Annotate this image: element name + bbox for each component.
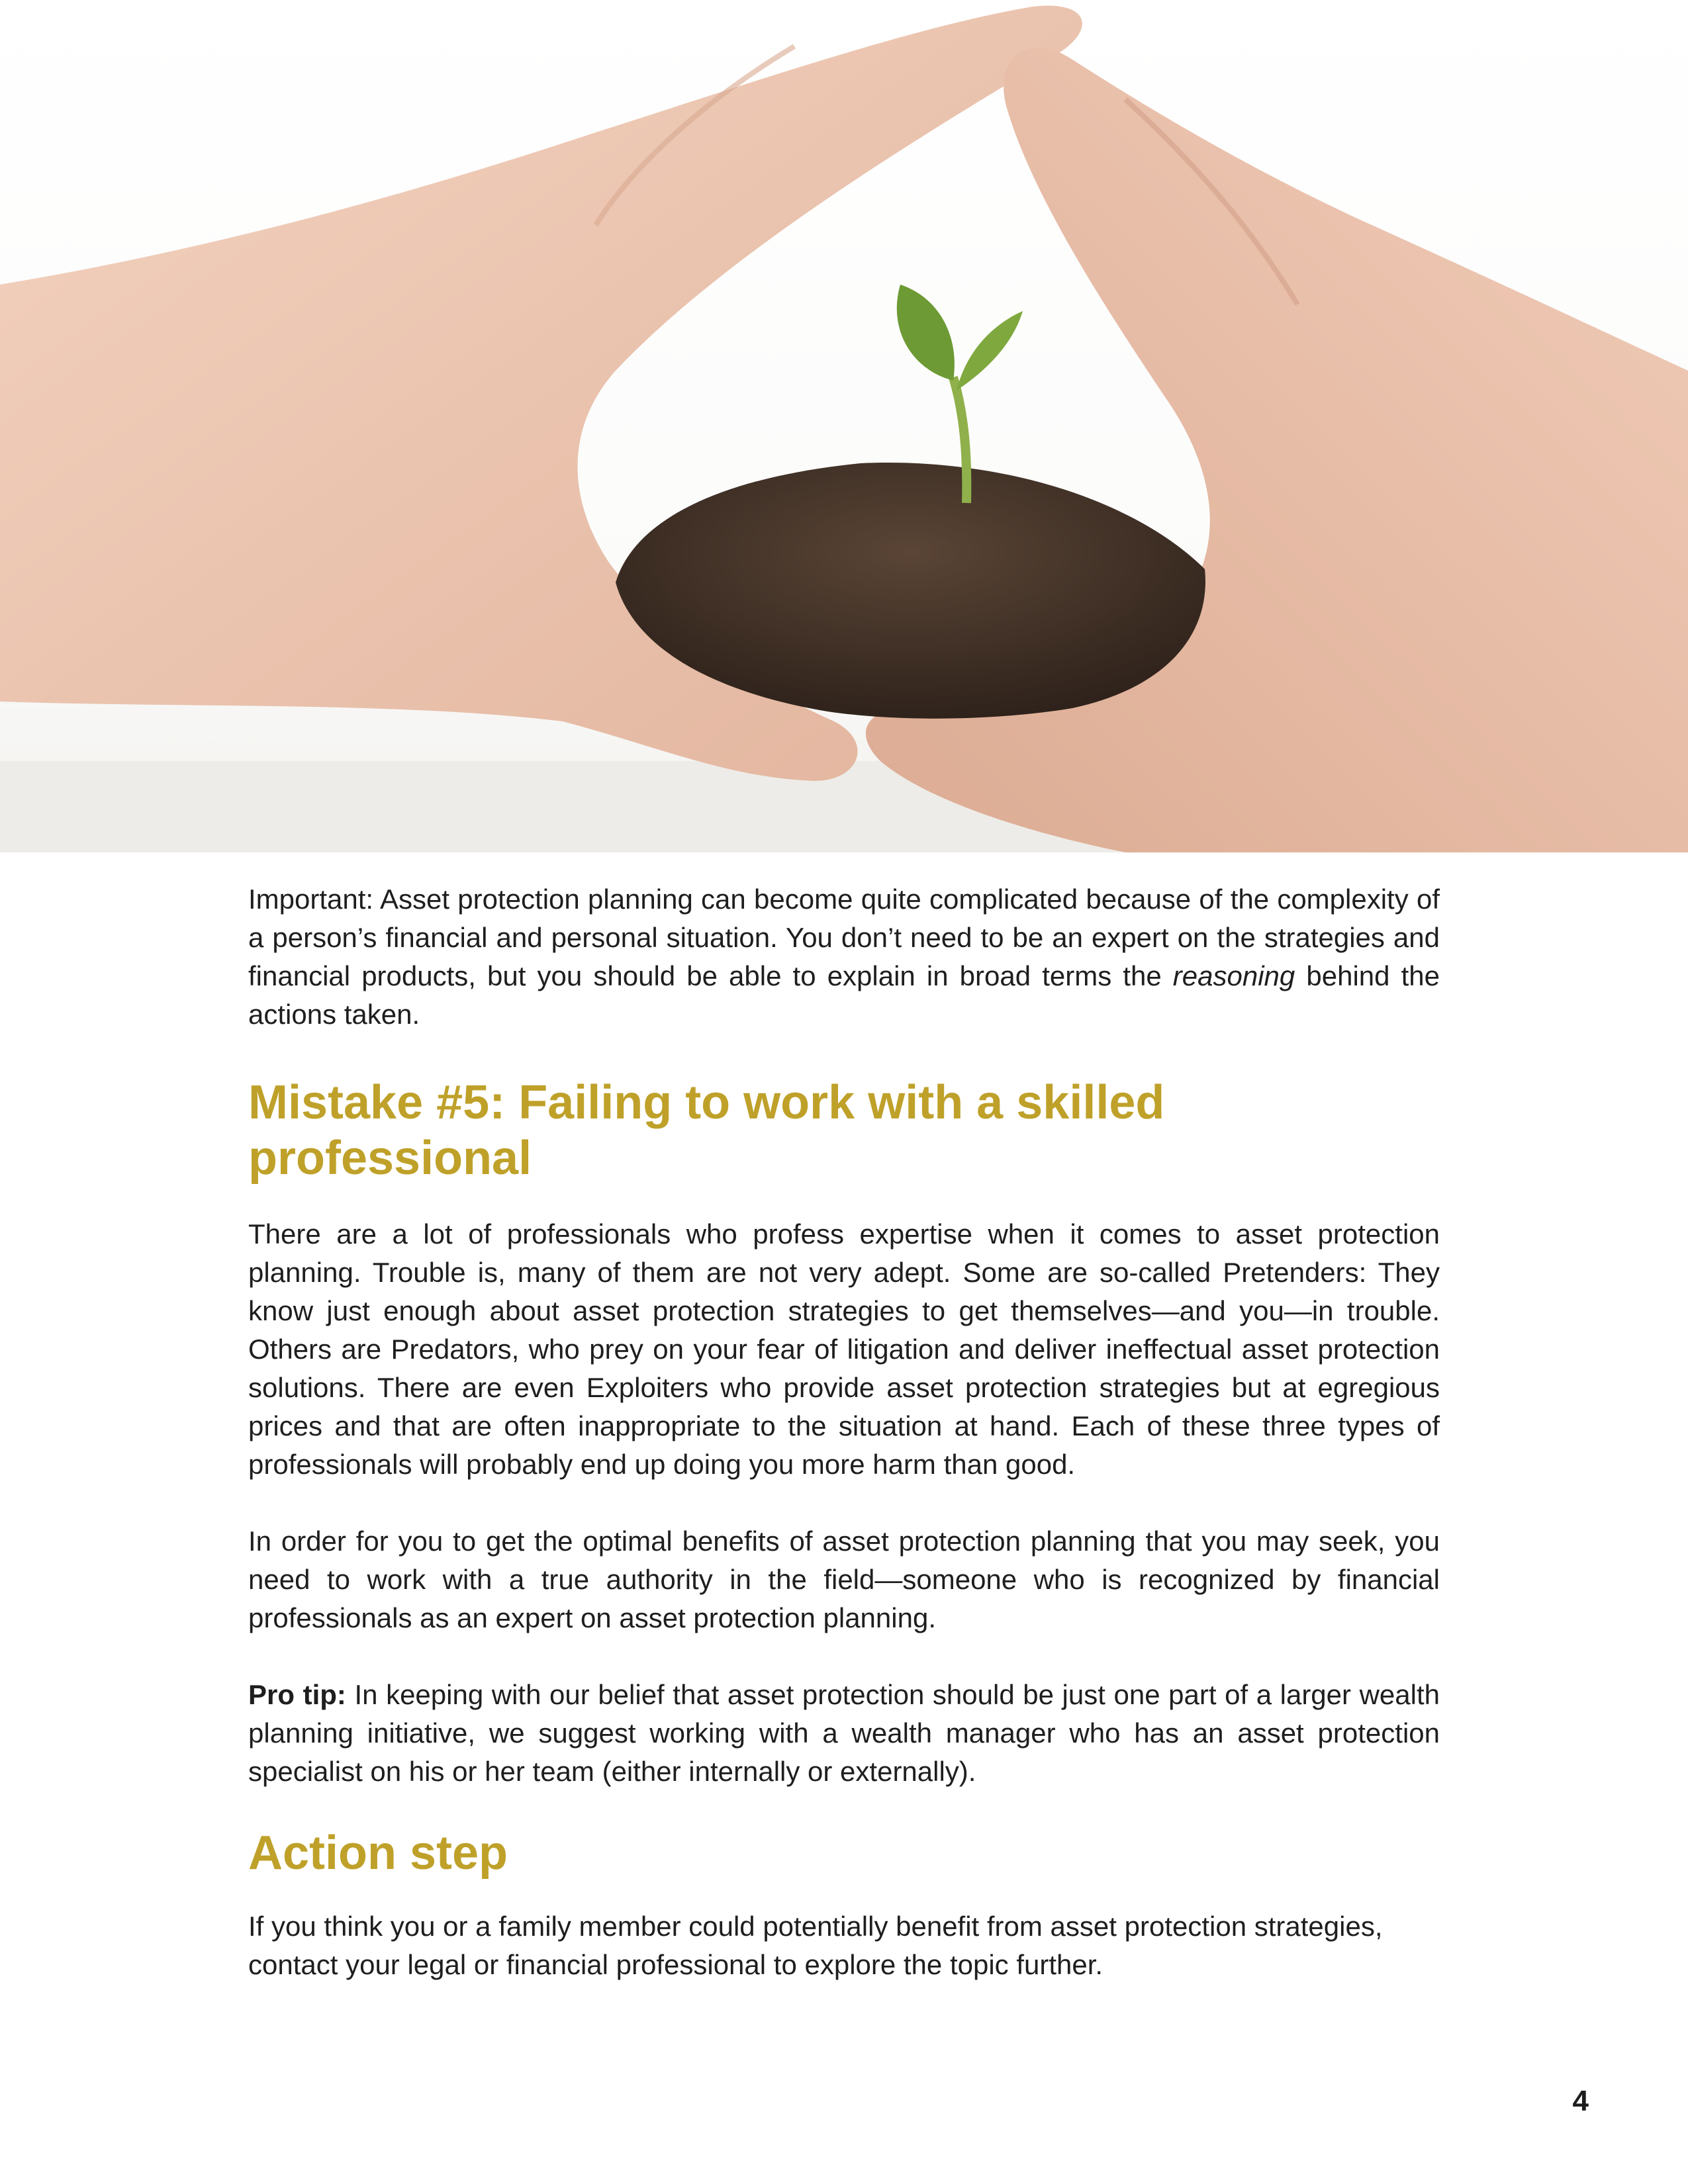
- important-text: Important: Asset protection planning can become quite complicated because of the complexity of a person’s financial and personal situation. You don’t need to be an expert on the strategies and financial products, but you should be able to explain in broad terms the: [248, 884, 1440, 991]
- important-emphasis: reasoning: [1172, 960, 1295, 991]
- mistake-5-paragraph-2: In order for you to get the optimal benefits of asset protection planning that you may seek, you need to work with a true authority in the field—someone who is recognized by financial professionals as an expert on asset protection planning.: [248, 1525, 1440, 1633]
- pro-tip-label: Pro tip:: [248, 1679, 346, 1710]
- important-text-after: behind the actions taken.: [248, 960, 1440, 1030]
- mistake-5-paragraph-1: There are a lot of professionals who profess expertise when it comes to asset protection planning. Trouble is, many of them are not very adept. Some are so-called Pretenders: They know just enough about asset protection strategies to get themselves—and you—in trouble. Others are Predators, who prey on your fear of litigation and deliver ineffectual asset protection solutions. There are even Exploiters who provide asset protection strategies but at egregious prices and that are often inappropriate to the situation at hand. Each of these three types of professionals will probably end up doing you more harm than good.: [248, 1218, 1440, 1480]
- action-step-heading: Action step: [248, 1827, 508, 1880]
- pro-tip-text: In keeping with our belief that asset protection should be just one part of a larger wealth planning initiative, we suggest working with a wealth manager who has an asset protection specialist on his or her team (either internally or externally).: [248, 1679, 1440, 1787]
- mistake-5-heading: Mistake #5: Failing to work with a skilled professional: [248, 1076, 1165, 1185]
- action-step-paragraph: If you think you or a family member could potentially benefit from asset protection strategies, contact your legal or financial professional to explore the topic further.: [248, 1911, 1383, 1980]
- important-paragraph: [248, 880, 1440, 1034]
- article-body: [248, 880, 1440, 1984]
- hero-image: [0, 0, 1688, 852]
- hands-protecting-seedling-icon: [0, 0, 1688, 852]
- pro-tip-paragraph: [248, 1676, 1440, 1791]
- page-number: 4: [1572, 2085, 1589, 2117]
